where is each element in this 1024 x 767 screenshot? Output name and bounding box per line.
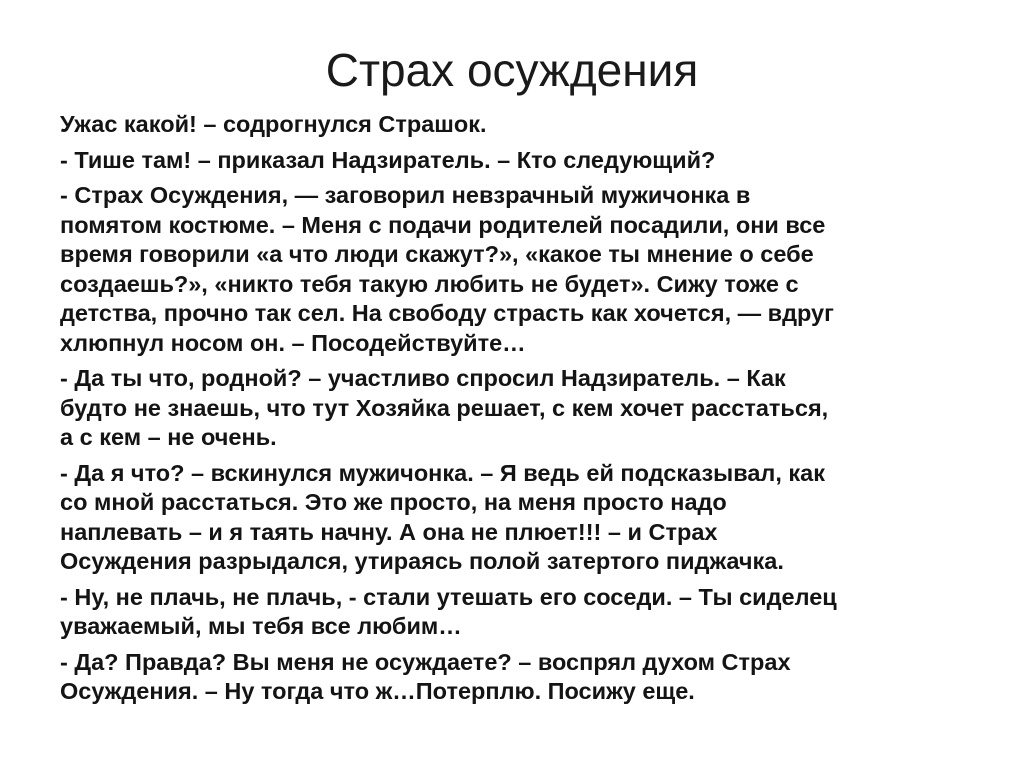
text-line: детства, прочно так сел. На свободу страсть как хочется, — вдруг xyxy=(60,300,834,326)
text-line: - Ну, не плачь, не плачь, - стали утешать его соседи. – Ты сиделец xyxy=(60,583,837,610)
slide-title: Страх осуждения xyxy=(325,44,699,96)
text-line: уважаемый, мы тебя все любим… xyxy=(60,613,462,639)
text-line: Осуждения разрыдался, утираясь полой затертого пиджачка. xyxy=(60,548,784,574)
paragraph xyxy=(60,459,970,577)
text-line: - Да ты что, родной? – участливо спросил Надзиратель. – Как xyxy=(60,365,786,391)
text-line: со мной расстаться. Это же просто, на меня просто надо xyxy=(60,489,727,515)
text-line: будто не знаешь, что тут Хозяйка решает, с кем хочет расстаться, xyxy=(60,394,829,421)
paragraph xyxy=(60,110,970,140)
text-line: помятом костюме. – Меня с подачи родителей посадили, они все xyxy=(60,211,826,238)
paragraph xyxy=(60,583,970,642)
text-line: Ужас какой! – содрогнулся Страшок. xyxy=(60,111,487,137)
text-line: создаешь?», «никто тебя такую любить не будет». Сижу тоже с xyxy=(60,270,799,297)
text-line: - Страх Осуждения, — заговорил невзрачный мужичонка в xyxy=(60,182,751,208)
text-line: - Да? Правда? Вы меня не осуждаете? – воспрял духом Страх xyxy=(60,648,791,675)
paragraph xyxy=(60,181,970,358)
text-line: время говорили «а что люди скажут?», «какое ты мнение о себе xyxy=(60,241,814,267)
text-line: Осуждения. – Ну тогда что ж…Потерплю. Посижу еще. xyxy=(60,678,695,704)
slide-body xyxy=(60,110,970,713)
text-line: наплевать – и я таять начну. А она не плюет!!! – и Страх xyxy=(60,518,718,545)
paragraph xyxy=(60,364,970,453)
text-line: а с кем – не очень. xyxy=(60,424,277,450)
text-line: хлюпнул носом он. – Посодействуйте… xyxy=(60,329,526,356)
paragraph xyxy=(60,146,970,176)
text-line: - Да я что? – вскинулся мужичонка. – Я ведь ей подсказывал, как xyxy=(60,459,825,486)
paragraph xyxy=(60,648,970,707)
text-line: - Тише там! – приказал Надзиратель. – Кто следующий? xyxy=(60,146,716,173)
